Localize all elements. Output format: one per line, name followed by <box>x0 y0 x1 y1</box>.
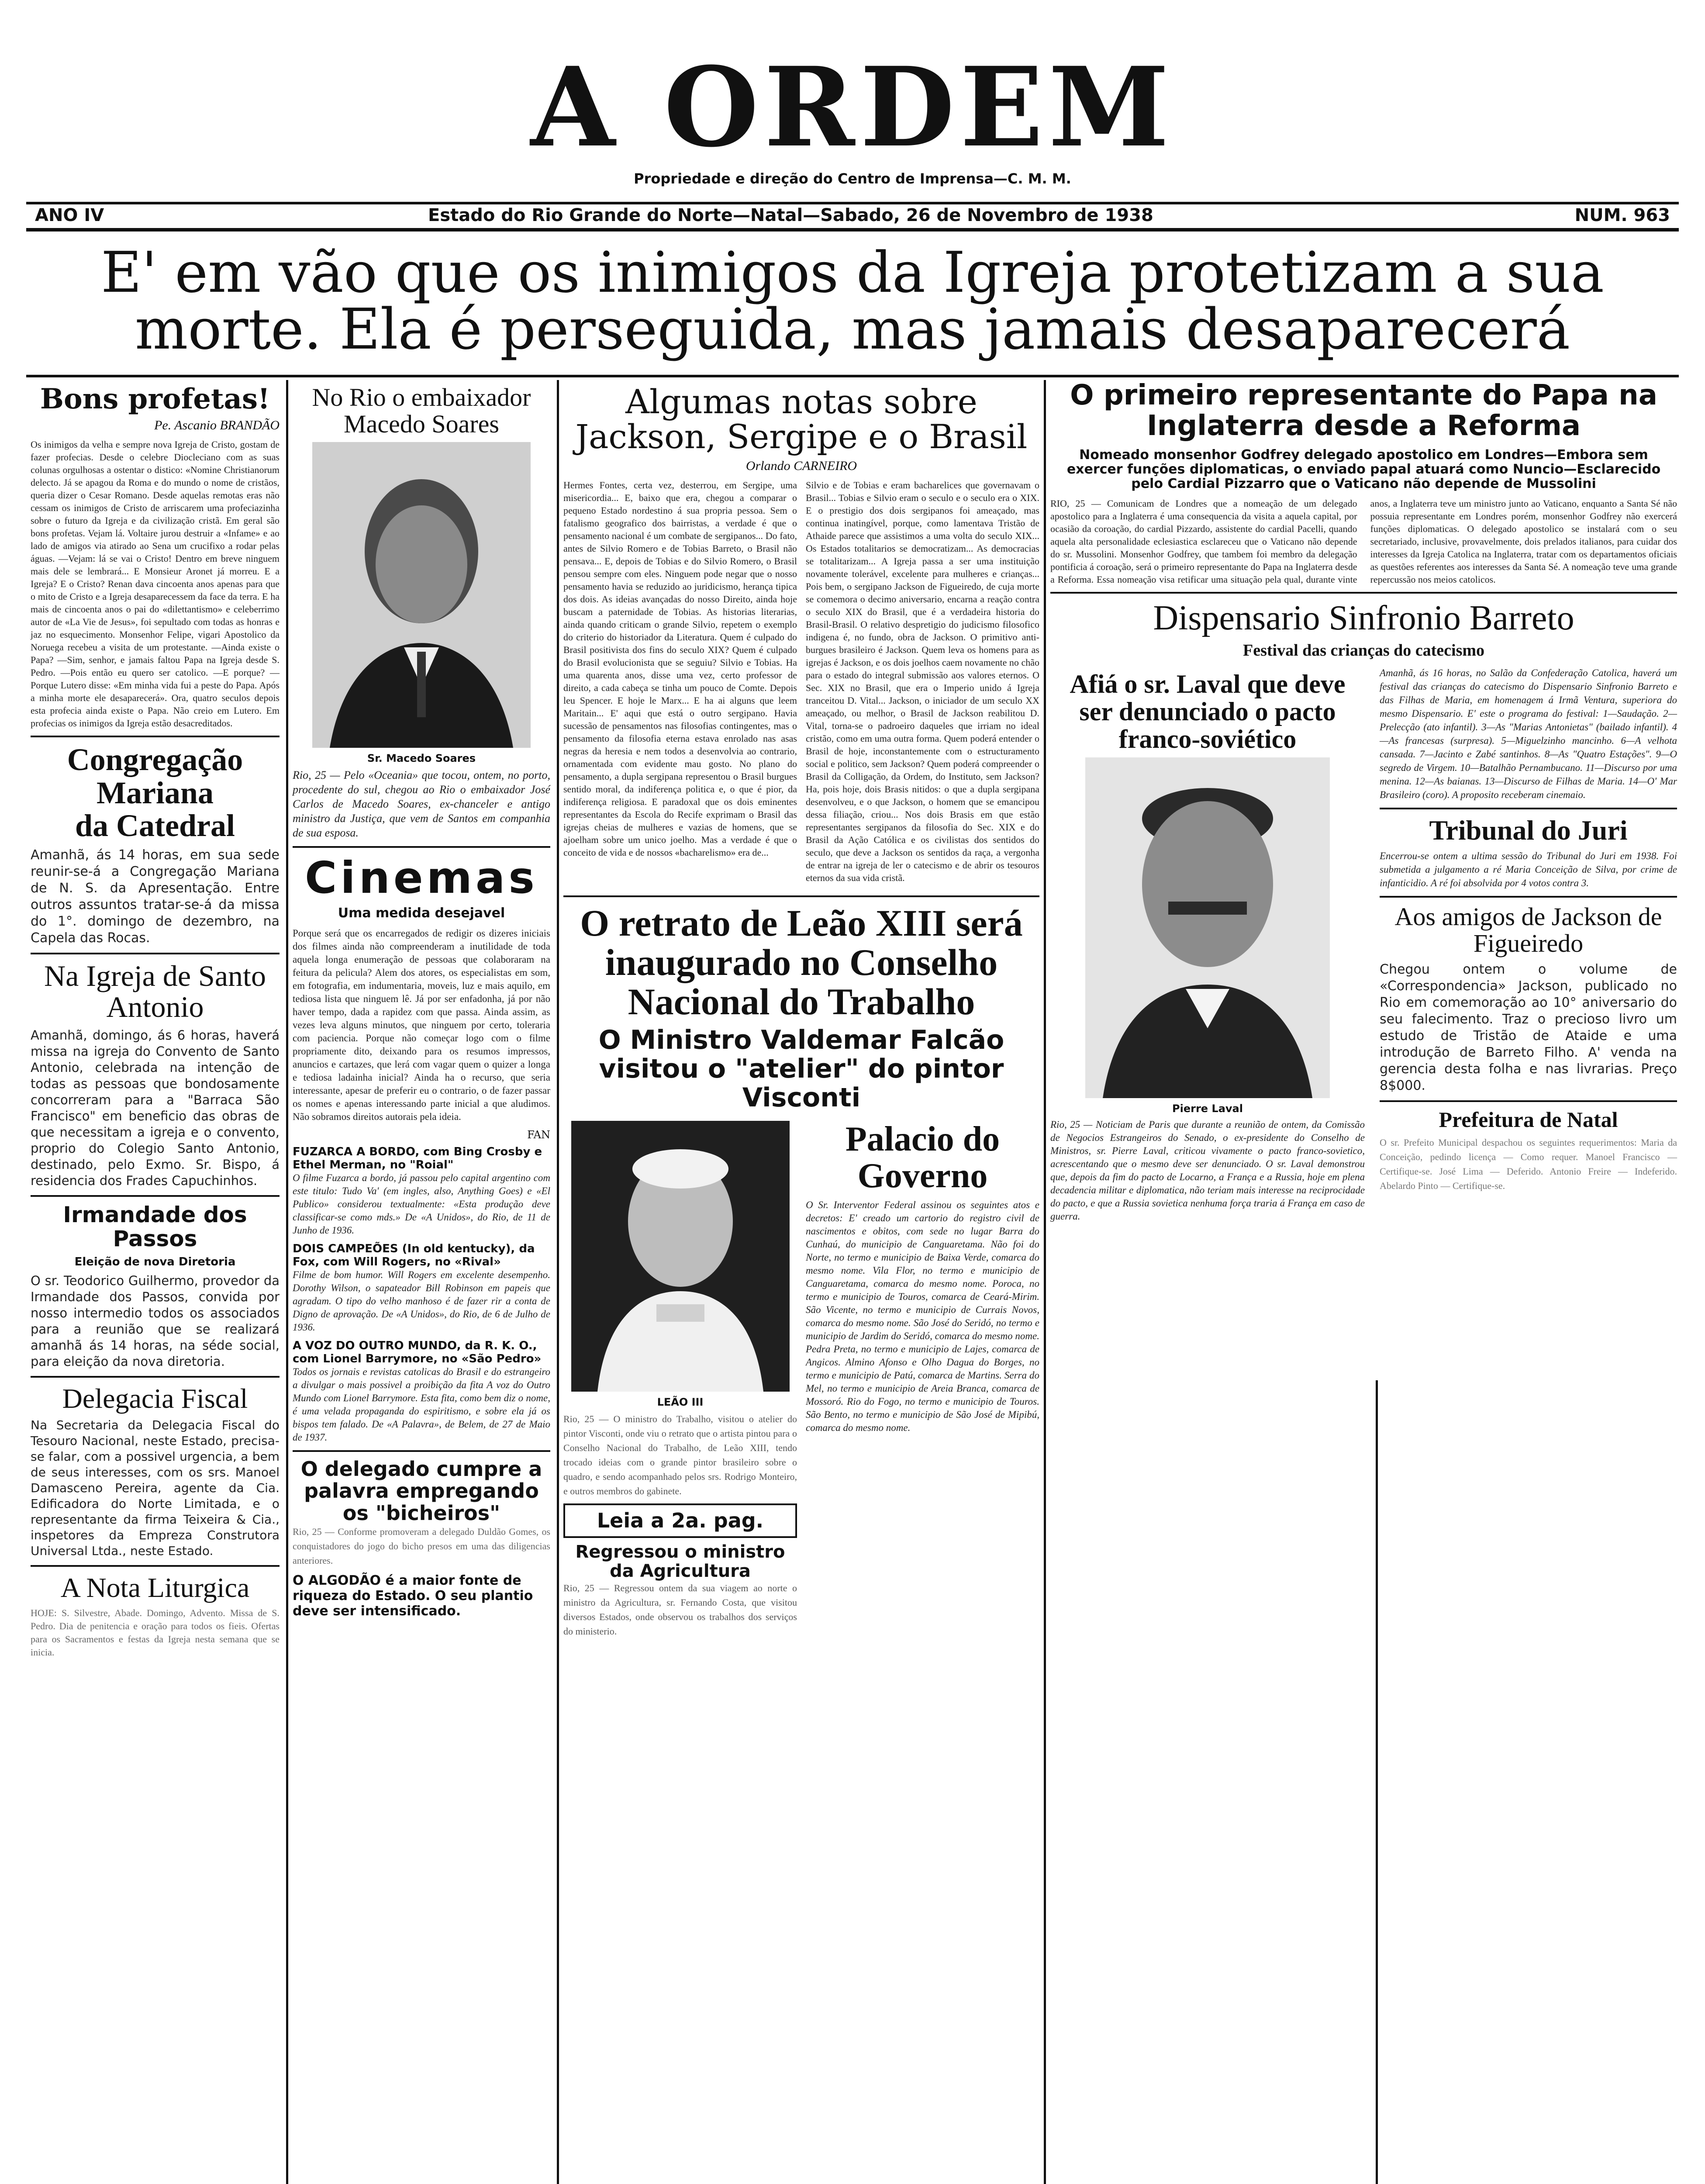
column-rule-1 <box>286 380 288 2184</box>
voz-outro-mundo-title: A VOZ DO OUTRO MUNDO, da R. K. O., com Lionel Barrymore, no «São Pedro» <box>293 1339 542 1365</box>
palacio-title: Palacio do Governo <box>845 1120 1000 1196</box>
divider <box>31 953 280 954</box>
congregacao-title-line-1: Congregação Mariana <box>67 742 243 810</box>
portrait-illustration <box>312 442 531 748</box>
column-rule-2 <box>557 380 559 2184</box>
voz-outro-mundo-body: Todos os jornais e revistas catolicas do Brasil e do estrangeiro a divulgar o mais possivel a proibição da fita A voz do Outro Mundo com Lionel Barrymore. Esta fita, como bem diz o nome, é uma velada propaganda do espiritismo, e sobre ela já os bispos tem falado. De «A Palavra», de Belem, de 27 de Maio de 1937. <box>293 1366 550 1443</box>
irmandade-subtitle: Eleição de nova Diretoria <box>74 1255 236 1268</box>
leao-left <box>563 1116 797 1644</box>
column-rule-4 <box>1376 1380 1378 2184</box>
jackson-body-right: Silvio e de Tobias e eram bacharelices que governavam o Brasil... Tobias e Silvio eram o seculo e o seculo era o XIX. E o prestigio dos dois sergipanos foi ameaçado, mas continua inatingível, porque, como lamentava Tristão de Athaide parece que assistimos a uma volta do seculo XIX... Os Estados totalitarios se democratizam... As democracias se totalitarizam... A Igreja passa a ser uma instituição novamente tolerável, excelente para mulheres e crianças... Pois bem, o sergipano Jackson de Figueiredo, de cuja morte se comemora o decimo aniversario, encarna a reação contra o seculo XIX do Brasil, que é a verdadeira historia do Brasil-Brasil. O relativo despretigio do judicismo filosofico indigena é, no fundo, obra de Jackson. O primitivo anti-burgues brasileiro é Jackson. Quem leva os homens para as igrejas é Jackson, e os dois joelhos caem novamente no chão para o estado do integral submissão aos valores eternos. O Sec. XIX no Brasil, que era o Imperio unido á Igreja tranceitou D. Vital... Jackson, o iniciador de um seculo XX ameaçado, ou melhor, o Brasil de Jackson reabilitou D. Vital, torna-se o padroeiro daqueles que irriam no ideal cristão, como em uma outra forma. Quem poderá entender o Brasil de hoje, inconstantemente com o estructuramento social e politico, sem Jackson? Quem poderá compreender o Brasil da Colligação, da Ordem, do Instituto, sem Jackson? Ha, pois hoje, dois Brasis nitidos: o que a dupla sergipana desenvolveu, e o que Jackson, o homem que se emancipou dessa filiação, criou... Nos dois Brasis em que estão representantes sergipanos da filosofia do Sec. XIX e do Brasil da Ação Católica e os civilistas dos sentidos do seculo, que deve a Jackson os sentidos da raça, a vergonha de entrar na igreja de ler o catecismo e de abrir os tesouros eternos da sua vida cristã. <box>806 479 1039 883</box>
embaixador-body: Rio, 25 — Pelo «Oceania» que tocou, ontem, no porto, procedente do sul, chegou ao Rio o embaixador José Carlos de Macedo Soares, ex-chanceler e antigo ministro da Justiça, que vem de Santos em companhia de sua esposa. <box>293 768 550 839</box>
divider <box>31 1195 280 1197</box>
leao-body: Rio, 25 — O ministro do Trabalho, visitou o atelier do pintor Visconti, onde viu o retrato que o artista pintou para o Conselho Nacional do Trabalho, de Leão XIII, tendo trocado ideias com o grande pintor brasileiro sobre o quadro, e sendo acompanhado pelos srs. Rodrigo Monteiro, e outros membros do gabinete. <box>563 1413 797 1497</box>
regressou-title: Regressou o ministro da Agricultura <box>575 1542 785 1582</box>
leao-subtitle: O Ministro Valdemar Falcão visitou o "atelier" do pintor Visconti <box>598 1025 1004 1113</box>
volume-label: ANO IV <box>35 205 104 225</box>
headline-line-2: morte. Ela é perseguida, mas jamais desaparecerá <box>135 297 1570 362</box>
laval-section <box>1050 666 1365 1228</box>
dateline: Estado do Rio Grande do Norte—Natal—Sabado, 26 de Novembro de 1938 <box>428 205 1153 225</box>
divider <box>293 1450 550 1452</box>
divider <box>1380 896 1677 898</box>
prefeitura-title: Prefeitura de Natal <box>1439 1107 1618 1132</box>
juri-body: Encerrou-se ontem a ultima sessão do Tribunal do Juri em 1938. Foi submetida a julgamento a ré Maria Conceição de Silva, por crime de infanticidio. A ré foi absolvida por 4 votos contra 3. <box>1380 850 1677 888</box>
pope-portrait-illustration <box>571 1121 790 1392</box>
column-3 <box>563 380 1039 1644</box>
jackson-friends-title: Aos amigos de Jackson de Figueiredo <box>1394 902 1662 957</box>
column-4 <box>1050 380 1677 1228</box>
laval-portrait-illustration <box>1085 757 1330 1098</box>
dateline-bar <box>35 205 1670 225</box>
leao-right <box>806 1116 1039 1644</box>
masthead-rule-top <box>26 202 1679 204</box>
fuzarca-body: O filme Fuzarca a bordo, já passou pelo capital argentino com este titulo: Tudo Va' (em ingles, also, Anything Goes) e «El Publico» considerou textualmente: «Esta produção deve classificar-se como mds.» De «A Unidos», do Rio, de 11 de Junho de 1936. <box>293 1172 550 1236</box>
juri-title: Tribunal do Juri <box>1429 814 1628 846</box>
embaixador-title: No Rio o embaixador Macedo Soares <box>312 383 531 438</box>
bicheiros-body: Rio, 25 — Conforme promoveram a delegado Duldão Gomes, os conquistadores do jogo do bicho presos em uma das diligencias anteriores. <box>293 1526 550 1566</box>
irmandade-title: Irmandade dos Passos <box>63 1202 247 1251</box>
laval-caption: Pierre Laval <box>1172 1102 1243 1115</box>
nota-liturgica-body: HOJE: S. Silvestre, Abade. Domingo, Advento. Missa de S. Pedro. Dia de penitencia e oração para todos os fieis. Ofertas para os Sacramentos e festas da Igreja nesta semana que se inicia. <box>31 1607 280 1658</box>
santo-antonio-title: Na Igreja de Santo Antonio <box>44 959 266 1024</box>
bicheiros-title: O delegado cumpre a palavra empregando os "bicheiros" <box>300 1457 542 1525</box>
macedo-soares-caption: Sr. Macedo Soares <box>367 752 476 764</box>
dispensario-body: Amanhã, ás 16 horas, no Salão da Confederação Catolica, haverá um festival das crianças do catecismo do Dispensario Sinfronio Barreto e das Filhas de Maria, em homenagem á Irmã Ventura, superiora do mesmo Dispensario. E' este o programa do festival: 1—Saudação. 2—Prelecção (ato infantil). 3—As "Marias Antonietas" (bailado infantil). 4—As francesas (surpresa). 5—Miguelzinho mancinho. 6—A velhota cansada. 7—Jacinto e Zabé santinhos. 8—As "Quatro Estações". 9—O segredo de Virgem. 10—Batalhão Pernambucano. 11—Discurso por uma menina. 12—As baianas. 13—Discurso de Filhas de Maria. 14—O' Mar Brasileiro (coro). A proposito receberam cinemaio. <box>1380 667 1677 800</box>
cinemas-subtitle: Uma medida desejavel <box>338 905 505 921</box>
congregacao-body: Amanhã, ás 14 horas, em sua sede reunir-se-á a Congregação Mariana de N. S. da Apresentação. Entre outros assuntos tratar-se-á da missa do 1°. domingo de dezembro, na Capela das Rocas. <box>31 847 280 946</box>
representante-subtitle: Nomeado monsenhor Godfrey delegado apostolico em Londres—Embora sem exercer funções diplomaticas, o enviado papal atuará como Nuncio—Esclarecido pelo Cardial Pizzarro que o Vaticano não depende de Mussolini <box>1066 447 1661 491</box>
bons-profetas-body: Os inimigos da velha e sempre nova Igreja de Cristo, gostam de fazer profecias. Desde o celebre Diocleciano com as suas colunas orgulhosas a ostentar o distico: «Nomine Christianorum delecto. Já se apagou da Roma e do mundo o nome de cristãos, queria dizer o Cesar Romano. Desde aquelas remotas eras não cessam os inimigos de Cristo de arriscarem uma profeciazinha sobre o futuro da Igreja e da civilização cristã. Em geral são bons profetas. Vejam lá. Voltaire jurou destruir a «Infame» e ao lado de amigos via atirado ao Sena um crucifixo a rodar pelas águas. —Vejam: lá se vai o Cristo! Dentro em breve ninguem mais dele se lembrará... E Monsieur Aronet já morreu. E a Igreja? E o Cristo? Renan dava cincoenta anos apenas para que o mito de Cristo e a Igreja desaparecessem da face da terra. E ha mais de cincoenta anos o pai do «dilettantismo» e celeberrimo autor de «La Vie de Jesus», foi sepultado com todas as honras e jaz no esquecimento. Monsenhor Felipe, vigari Apostolico da Noruega recebeu a visita de um protestante. —Ainda existe o Papa? —Sim, senhor, e jamais faltou Papa na Igreja desde S. Pedro. —Pois então eu quero ser catolico. —E porque? —Porque Lutero disse: «Em minha vida fui a peste do Papa. Após a minha morte ele desaparecerá». Ora, quatro seculos depois esta profecia ainda existe o Papa. Não creio em Lutero. Em profecias os inimigos da Igreja estão desacreditados. <box>31 439 280 729</box>
divider <box>293 846 550 848</box>
bons-profetas-title: Bons profetas! <box>40 383 270 415</box>
cinemas-body: Porque será que os encarregados de redigir os dizeres iniciais dos filmes ainda não compreenderam a inutilidade de toda aquela longa enumeração de pessoas que colaboraram na feitura da pelicula? Alem dos atores, os especialistas em som, em fotografia, em indumentaria, moveis, luz e mais aquilo, em tediosa lista que ninguem lê. Já por ser enfadonha, já por não haver tempo, dada a rapidez com que passa. Ainda assim, as vezes leva alguns minutos, que ninguem por certo, toleraria com paciencia. Porque não começar logo com o filme propriamente dito, deixando para os resumos impressos, anuncios e cartazes, que lerá com vagar quem o quizer a longa e tediosa ladainha inicial? Ainda ha o recurso, que seria interessante, apesar de preferir eu o contrario, o de fazer passar os nomes e apenas interessando parte inicial a que aludimos. Não sobramos direitos autorais pela ideia. <box>293 927 550 1122</box>
main-headline <box>26 240 1679 362</box>
congregacao-title <box>31 743 280 843</box>
masthead <box>0 0 1705 245</box>
column-1 <box>31 380 280 1664</box>
leia-box: Leia a 2a. pag. <box>563 1503 797 1538</box>
leao-title: O retrato de Leão XIII será inaugurado no Conselho Nacional do Trabalho <box>580 902 1023 1023</box>
regressou-body: Rio, 25 — Regressou ontem da sua viagem ao norte o ministro da Agricultura, sr. Fernando Costa, que visitou diversos Estados, onde observou os trabalhos dos serviços do ministerio. <box>563 1583 797 1637</box>
jackson-friends-body: Chegou ontem o volume de «Correspondencia» Jackson, publicado no Rio em comemoração ao 10° aniversario do seu falecimento. Traz o precioso livro um estudo de Tristão de Ataide e uma introdução de Barreto Filho. A' venda na gerencia desta folha e nas livrarias. Preço 8$000. <box>1380 961 1677 1093</box>
dispensario-subtitle: Festival das crianças do catecismo <box>1243 641 1485 660</box>
prefeitura-body: O sr. Prefeito Municipal despachou os seguintes requerimentos: Maria da Conceição, pedindo licença — Como requer. Manoel Francisco — Certifique-se. José Lima — Deferido. Antonio Freire — Indeferido. Abelardo Pinto — Certifique-se. <box>1380 1137 1677 1192</box>
divider <box>31 736 280 737</box>
bons-profetas-byline: Pe. Ascanio BRANDÃO <box>154 418 280 433</box>
leao-caption: LEÃO III <box>657 1396 704 1409</box>
algodao-note: O ALGODÃO é a maior fonte de riqueza do Estado. O seu plantio deve ser intensificado. <box>293 1572 533 1619</box>
representante-body: RIO, 25 — Comunicam de Londres que a nomeação de um delegado apostolico para a Inglaterra é uma consequencia da visita a aquela capital, por ocasião da coroação, do cardial Pizzardo, assistente do cardial Pacelli, quando aquela alta personalidade eclesiastica esclareceu que o Vaticano não depende do sr. Mussolini. Monsenhor Godfrey, que tambem foi membro da delegação pontificia á coroação, será o primeiro representante do Papa na Inglaterra desde a Reforma. Essa nomeação visa retificar uma situação pela qual, durante vinte anos, a Inglaterra teve um ministro junto ao Vaticano, enquanto a Santa Sé não possuia representante em Londres porém, monsenhor Godfrey não exercerá funções diplomaticas. O delegado apostolico se instalará com o seu secretariado, inclusive, provavelmente, dois prelados italianos, para cuidar dos interesses da Igreja Catolica na Inglaterra, tratar com os departamentos oficiais as questões referentes aos interesses da Santa Sé. A nomeação teve uma grande repercussão nos meios catolicos. <box>1050 498 1677 585</box>
newspaper-subtitle: Propriedade e direção do Centro de Imprensa—C. M. M. <box>634 170 1071 187</box>
masthead-rule-bottom <box>26 228 1679 232</box>
fuzarca-title: FUZARCA A BORDO, com Bing Crosby e Ethel Merman, no "Roial" <box>293 1145 542 1171</box>
jackson-body-left: Hermes Fontes, certa vez, desterrou, em Sergipe, uma misericordia... E, baixo que era, chegou a comparar o pequeno Estado nordestino á sua propria pessoa. Sem o fatalismo geografico dos bairristas, a verdade é que o pensamento nacional é um combate de sergipanos... Do fato, antes de Silvio Romero e de Tobias Barreto, o Brasil não pensava... E, depois de Tobias e do Silvio Romero, o Brasil pensou sempre com eles. Ninguem pode negar que o nosso pensamento havia se reduzido ao juridicismo, herança tipica dos dois. As ideias avançadas do nosso Direito, ainda hoje buscam a paternidade de Tobias. As historias literarias, ainda quando criticam o grande Silvio, repetem o exemplo do criterio do historiador da Literatura. Quem é culpado do Brasil positivista dos fins do seculo XIX? Quem é culpado do Brasil evolucionista que se seguiu? Silvio e Tobias. Ha uma quarenta anos, disse uma vez, certo professor de direito, a cada cabeça se tinha um pouco de Comte. Depois leu Spencer. E hoje le Marx... E ha ai alguns que leem Maritain... E' aqui que está o outro sergipano. Havia sucessão de pensamentos nas filosofias contingentes, mas o pensamento da filosofia eterna estava enrolado nas asas negras da heresia e nem todos a desenvolvia ao contrario, ornamentada com evidente mau gosto. No plano do pensamento, a dupla sergipana representou o Brasil burgues sentido moral, da indiferença politica e, o que é pior, da indiferença religiosa. E paradoxal que os dois eminentes representantes da Escola do Recife exprimam o Brasil das igrejas cheias de mulheres e vazias de homens, que se ajoelham sobre um unico joelho. Mas a verdade é que o conceito de vida e de nossos «bacharelismo» era de... <box>563 479 797 858</box>
divider <box>1380 1100 1677 1102</box>
newspaper-title: A ORDEM <box>530 43 1175 171</box>
dois-campeoes-title: DOIS CAMPEÕES (In old kentucky), da Fox, com Will Rogers, no «Rival» <box>293 1242 535 1268</box>
dispensario-title: Dispensario Sinfronio Barreto <box>1153 598 1574 637</box>
divider <box>563 895 1039 897</box>
column-2 <box>293 380 550 1619</box>
cinemas-signature: FAN <box>527 1128 550 1141</box>
santo-antonio-body: Amanhã, domingo, ás 6 horas, haverá missa na igreja do Convento de Santo Antonio, celebrada na intenção de todas as pessoas que bondosamente concorreram para a "Barraca São Francisco" em beneficio das obras de que necessitam a igreja e o convento, proprio do Colegio Santo Antonio, destinado, pelo Exmo. Sr. Bispo, á residencia dos Frades Capuchinhos. <box>31 1027 280 1188</box>
leao-lower <box>563 1116 1039 1644</box>
representante-title: O primeiro representante do Papa na Inglaterra desde a Reforma <box>1070 379 1657 442</box>
delegacia-body: Na Secretaria da Delegacia Fiscal do Tesouro Nacional, neste Estado, precisa-se falar, com a possivel urgencia, a bem de seus interesses, com os srs. Manoel Damasceno Pereira, agente da Cia. Edificadora do Norte Limitada, e o representante da firma Teixeira & Cia., inspetores da Empreza Construtora Universal Ltda., neste Estado. <box>31 1417 280 1558</box>
dispensario-section <box>1375 666 1677 1228</box>
cinemas-title: Cinemas <box>305 852 538 903</box>
laval-title: Afiá o sr. Laval que deve ser denunciado o pacto franco-soviético <box>1070 669 1346 753</box>
issue-number: NUM. 963 <box>1574 205 1670 225</box>
divider <box>1380 808 1677 809</box>
divider <box>31 1565 280 1567</box>
laval-body: Rio, 25 — Noticiam de Paris que durante a reunião de ontem, da Comissão de Negocios Estrangeiros do Senado, o ex-presidente do Conselho de Ministros, sr. Pierre Laval, criticou vivamente o pacto franco-sovietico, acrescentando que o mesmo deve ser denunciado. O sr. Laval demonstrou que, depois da fim do pacto de Locarno, a França e a Russia, hoje em plena decadencia militar e diplomatica, não teriam mais interesse na reciprocidade do pacto, e que a Russia sovietica nenhuma força traria á França em caso de guerra. <box>1050 1119 1365 1222</box>
laval-photo <box>1085 757 1330 1098</box>
leao-photo <box>571 1121 790 1392</box>
jackson-byline: Orlando CARNEIRO <box>746 458 857 473</box>
irmandade-body: O sr. Teodorico Guilhermo, provedor da Irmandade dos Passos, convida por nosso intermedio todos os associados para a reunião que se realizará amanhã ás 14 horas, na séde social, para eleição da nova diretoria. <box>31 1273 280 1369</box>
column-rule-3 <box>1044 380 1046 2184</box>
congregacao-title-line-2: da Catedral <box>75 808 235 843</box>
dois-campeoes-body: Filme de bom humor. Will Rogers em excelente desempenho. Dorothy Wilson, o sapateador Bill Robinson em papeis que agradam. O tipo do velho manhoso é de fazer rir a conta de Digno de aprovação. De «A Unidos», do Rio, de 6 de Julho de 1936. <box>293 1269 550 1333</box>
jackson-body <box>563 479 1039 889</box>
divider <box>1050 592 1677 594</box>
divider <box>31 1376 280 1378</box>
jackson-title: Algumas notas sobre Jackson, Sergipe e o Brasil <box>575 382 1028 456</box>
headline-rule <box>26 375 1679 377</box>
headline-line-1: E' em vão que os inimigos da Igreja protetizam a sua <box>101 240 1604 305</box>
palacio-body: O Sr. Interventor Federal assinou os seguintes atos e decretos: E' creado um cartorio do registro civil de nascimentos e obitos, com sede no lugar Barra do Cunhaú, do municipio de Canguaretama. Não foi do Norte, no termo e municipio de Baixa Verde, comarca do mesmo nome. Vila Flor, no termo e municipio de Canguaretama, comarca do mesmo nome. Poroca, no termo e municipio de Touros, comarca de Ceará-Mirim. São Vicente, no termo e municipio de Currais Novos, comarca do mesmo nome. São José do Seridó, no termo e municipio de Jardim do Seridó, comarca do mesmo nome. Pedra Preta, no termo e municipio de Lajes, comarca de Angicos. Almino Afonso e Olho Dagua do Borges, no termo e municipio de Patú, comarca de Martins. Serra do Mel, no termo e municipio de Areia Branca, comarca de Mossoró. Rio do Fogo, no termo e municipio de Touros. São Bento, no termo e municipio de São José de Mipibú, comarca do mesmo nome. <box>806 1199 1039 1434</box>
delegacia-title: Delegacia Fiscal <box>62 1382 248 1414</box>
nota-liturgica-title: A Nota Liturgica <box>60 1572 250 1603</box>
col4-lower <box>1050 666 1677 1228</box>
macedo-soares-photo <box>312 442 531 748</box>
